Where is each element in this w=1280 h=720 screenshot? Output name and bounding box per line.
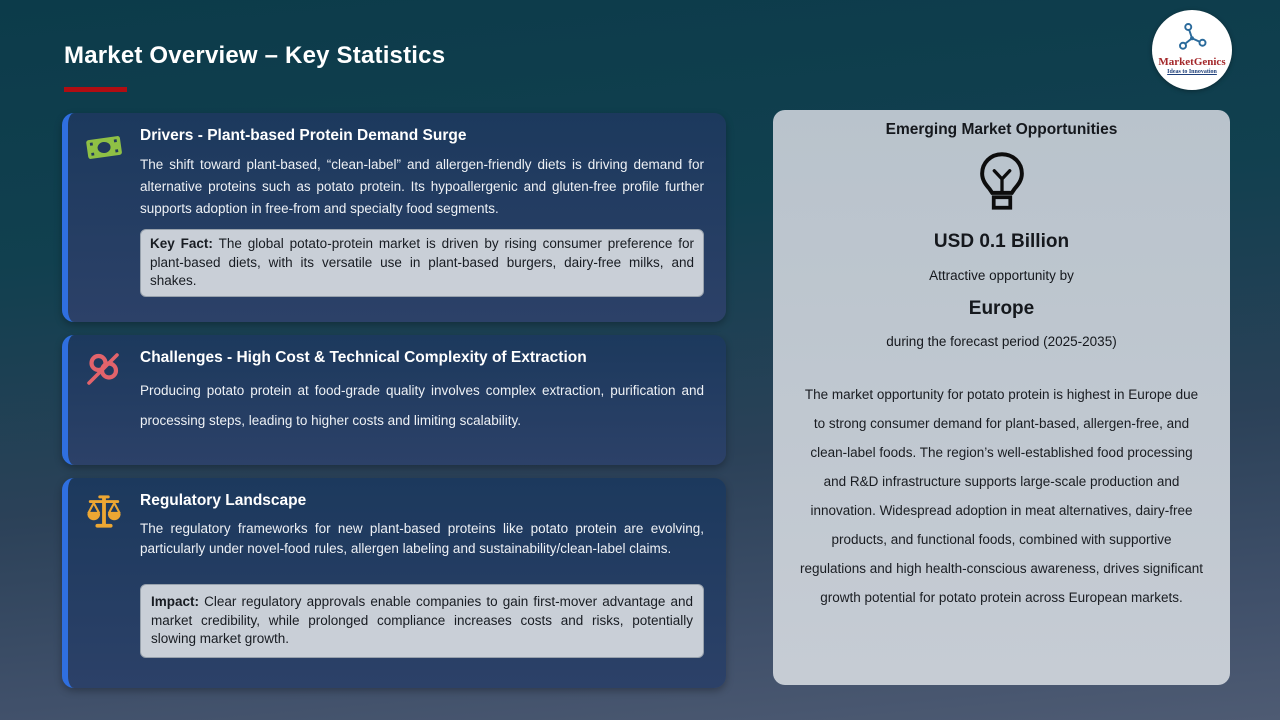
fact-text: The global potato-protein market is driven by rising consumer preference for plant-based diets, with its versatile use in plant-based burgers, dairy-free milks, and shakes. (150, 236, 694, 289)
marketgenics-logo (1152, 10, 1232, 90)
card-title: Drivers - Plant-based Protein Demand Surge (140, 127, 467, 144)
card-challenges (62, 335, 726, 465)
fact-label: Impact: (151, 594, 200, 610)
impact-box (140, 584, 704, 658)
opportunity-panel (773, 110, 1230, 685)
fact-label: Key Fact: (150, 236, 213, 251)
card-regulatory (62, 478, 726, 688)
opportunity-description: The market opportunity for potato protein is highest in Europe due to strong consumer demand for plant-based, allergen-free, and clean-label foods. The region’s well-established food processing and R&D infrastructure supports large-scale production and innovation. Widespread adoption in meat alternatives, dairy-free products, and functional foods, combined with supportive regulations and high health-conscious awareness, drives significant growth potential for potato protein across European markets. (800, 387, 1203, 606)
card-title: Challenges - High Cost & Technical Complexity of Extraction (140, 349, 587, 366)
title-underline (64, 87, 127, 92)
opportunity-period: during the forecast period (2025-2035) (886, 334, 1117, 349)
card-title: Regulatory Landscape (140, 492, 307, 509)
panel-title: Emerging Market Opportunities (885, 121, 1118, 138)
key-fact-box (140, 229, 704, 297)
card-drivers (62, 113, 726, 322)
logo-name: MarketGenics (1158, 56, 1226, 68)
molecule-icon (1177, 21, 1207, 56)
fact-text: Clear regulatory approvals enable companies to gain first-mover advantage and market credibility, while prolonged compliance increases costs and risks, potentially slowing market growth. (151, 594, 693, 647)
opportunity-value: USD 0.1 Billion (933, 231, 1070, 252)
lightbulb-icon (799, 152, 1204, 218)
card-body: The shift toward plant-based, “clean-label” and allergen-friendly diets is driving demand for alternative proteins such as potato protein. Its hypoallergenic and gluten-free profile further supports adoption in free-from and specialty food segments. (140, 157, 704, 216)
opportunity-subtitle: Attractive opportunity by (929, 268, 1074, 283)
scales-icon (85, 494, 123, 688)
banknote-icon (84, 129, 124, 322)
card-body: Producing potato protein at food-grade quality involves complex extraction, purification and processing steps, leading to higher costs and limiting scalability. (140, 383, 704, 428)
card-body: The regulatory frameworks for new plant-based proteins like potato protein are evolving, particularly under novel-food rules, allergen labeling and sustainability/clean-label claims. (140, 521, 704, 556)
opportunity-region: Europe (968, 298, 1035, 319)
broken-link-icon (86, 351, 122, 465)
page-title: Market Overview – Key Statistics (64, 42, 446, 69)
logo-tagline: Ideas to Innovation (1167, 69, 1217, 76)
